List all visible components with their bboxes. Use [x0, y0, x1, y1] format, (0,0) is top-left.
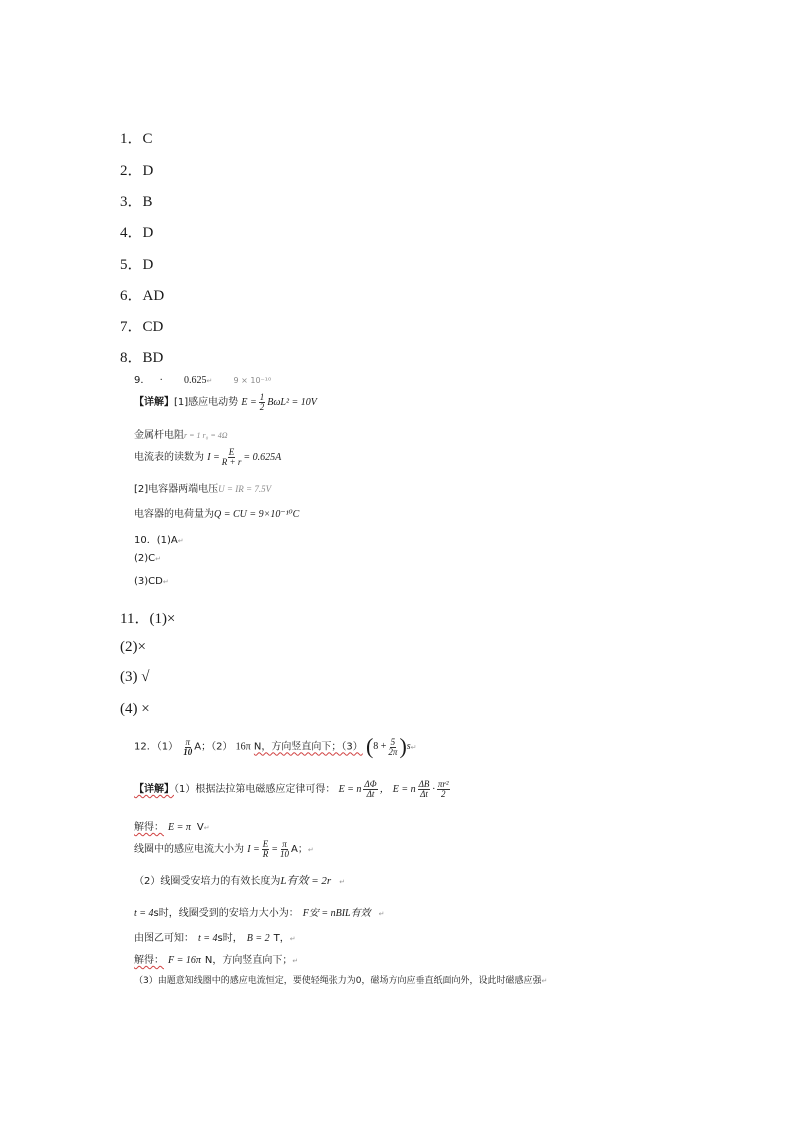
answer-number: 1． — [120, 131, 143, 147]
q9-line5-text: 电容器的电荷量为 — [134, 509, 214, 520]
q10-line-2: (2)C↵ — [134, 553, 162, 564]
answer-number: 6． — [120, 288, 143, 304]
answer-number: 3． — [120, 194, 143, 210]
q9-line5-equation: Q = CU = 9×10⁻¹⁰C — [214, 509, 300, 520]
q9-value-1: 0.625 — [183, 375, 207, 386]
answer-value: B — [142, 194, 153, 210]
q9-dot: · — [159, 375, 163, 386]
q9-detail-line-2 — [134, 426, 228, 441]
q9-line4-equation: U = IR = 7.5V — [218, 484, 272, 494]
q12-d1-equation-1: E = n $\frac{\Delta\Phi}{\Delta t}$ ， — [338, 779, 390, 800]
q12-answer-3: (8 + $\frac{5}{2\pi}$ )s — [365, 734, 411, 759]
answer-value: BD — [142, 350, 164, 366]
q9-value-2: 9 × 10⁻¹⁰ — [233, 376, 272, 385]
q11-line-4: (4) × — [120, 701, 150, 717]
answer-number: 5． — [120, 257, 143, 273]
q9-line2-equation: r = 1 r₀ = 4Ω — [184, 431, 228, 440]
q12-d1-equation-2: E = n $\frac{\Delta B}{\Delta t}$ · $\frac{\text{πr²}}{2}$ — [392, 779, 449, 800]
answer-item-4 — [120, 221, 153, 242]
answer-item-2 — [120, 159, 153, 180]
answer-number: 2． — [120, 163, 143, 179]
q12-answer-1-unit: A；（2） — [194, 741, 233, 753]
q9-number: 9． — [134, 375, 151, 386]
answer-item-8 — [120, 346, 163, 367]
q10-line-3: (3)CD↵ — [134, 576, 169, 587]
answer-value: D — [142, 257, 154, 273]
answer-value: CD — [142, 319, 164, 335]
q12-detail-line-1: 【详解】（1）根据法拉第电磁感应定律可得： E = n $\frac{\Delta\Phi}{\Delta t}$ ， E = n $\frac{\Delta B}{\Delta t}$ · $\frac{\text{πr²}}{2}$ — [134, 780, 452, 799]
answer-item-1 — [120, 127, 153, 148]
q12-detail-line-8: （3）由题意知线圈中的感应电流恒定，要使轻绳张力为0，磁场方向应垂直纸面向外，设此时磁感应强↵ — [134, 976, 548, 986]
answer-value: D — [142, 163, 154, 179]
answer-item-3 — [120, 190, 153, 211]
q12-detail-line-5: t = 4s时，线圈受到的安培力大小为： F安 = nBIL有效 ↵ — [134, 908, 385, 919]
q9-line3-text: 电流表的读数为 — [134, 452, 204, 463]
detail-tag: 【详解】 — [134, 397, 174, 408]
q12-answer-2-unit: N，方向竖直向下；（3） — [253, 741, 363, 753]
answer-item-5 — [120, 253, 153, 274]
answer-number: 7． — [120, 319, 143, 335]
q10-line-1: 10．(1)A↵ — [134, 535, 184, 546]
answer-item-6 — [120, 284, 164, 305]
q9-detail-line-3 — [134, 448, 281, 467]
q12-detail-line-7: 解得： F = 16π N，方向竖直向下；↵ — [134, 955, 299, 966]
q12-detail-line-4: （2）线圈受安培力的有效长度为L有效 = 2r ↵ — [134, 875, 346, 887]
answer-value: D — [142, 225, 154, 241]
paragraph-mark: ↵ — [206, 377, 213, 385]
answer-value: C — [142, 131, 153, 147]
q9-line2-text: 金属杆电阻 — [134, 430, 184, 441]
q9-line4-text: [2]电容器两端电压 — [134, 484, 219, 495]
q9-line1-equation: E = $\frac{1}{2}$ BωL² = 10V — [241, 392, 317, 413]
q12-d3-equation: I = $\frac{E}{R}$ = $\frac{\pi}{10}$ — [247, 839, 290, 860]
q9-line3-equation: I = $\frac{E}{R + r}$ = 0.625A — [207, 447, 282, 468]
answer-number: 8． — [120, 350, 143, 366]
q11-line-2: (2)× — [120, 639, 146, 655]
q9-detail-line-4 — [134, 480, 271, 495]
q12-answer-line: 12．（1） $\frac{\pi}{10}$ A；（2） 16π N，方向竖直向下；（3） (8 + $\frac{5}{2\pi}$ )s↵ — [134, 734, 417, 759]
q11-line-3: (3) √ — [120, 669, 150, 685]
q12-detail-line-2: 解得： E = π V↵ — [134, 822, 210, 833]
q9-detail-line-5 — [134, 505, 299, 520]
detail-tag: 【详解】 — [134, 784, 174, 795]
answer-number: 4． — [120, 225, 143, 241]
q12-answer-2: 16π — [235, 741, 251, 753]
q12-detail-line-6: 由图乙可知： t = 4s时， B = 2 T，↵ — [134, 933, 296, 944]
q9-answer-line — [134, 371, 271, 386]
q12-number: 12．（1） — [134, 741, 179, 753]
answer-item-7 — [120, 315, 163, 336]
q11-line-1: 11．(1)× — [120, 611, 176, 627]
q9-detail-line-1 — [134, 393, 317, 412]
q9-line1-text: [1]感应电动势 — [174, 397, 239, 408]
answer-value: AD — [142, 288, 165, 304]
q12-answer-1: $\frac{\pi}{10}$ — [183, 736, 193, 757]
q12-detail-line-3: 线圈中的感应电流大小为 I = $\frac{E}{R}$ = $\frac{\pi}{10}$ A；↵ — [134, 839, 314, 860]
